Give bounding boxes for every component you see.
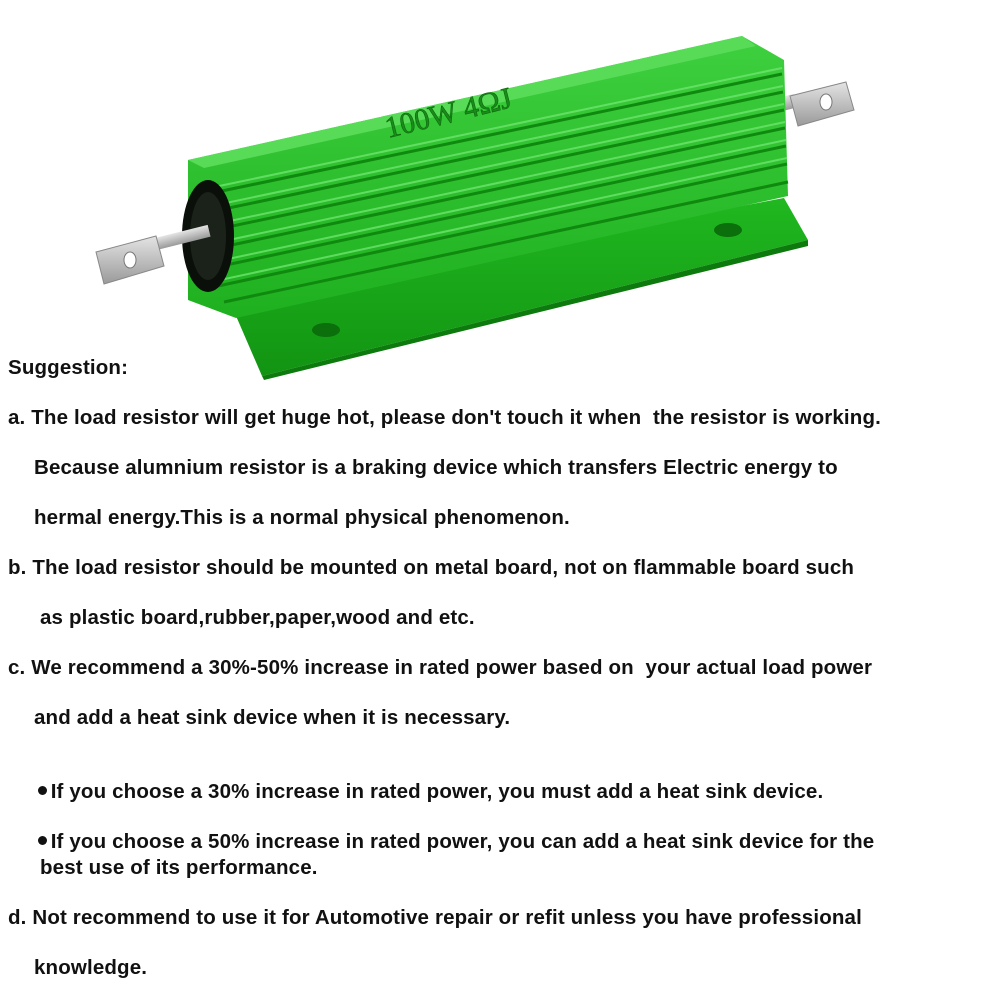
item-a-line-2: Because alumnium resistor is a braking device which transfers Electric energy to: [34, 456, 838, 479]
item-b-line-2: as plastic board,rubber,paper,wood and etc.: [40, 606, 475, 629]
item-a-line-1: a. The load resistor will get huge hot, please don't touch it when the resistor is working.: [8, 406, 881, 429]
item-c-line-2: and add a heat sink device when it is necessary.: [34, 706, 511, 729]
bullet-2-text: If you choose a 50% increase in rated power, you can add a heat sink device for the: [50, 830, 875, 853]
bullet-1-text: If you choose a 30% increase in rated power, you must add a heat sink device.: [50, 780, 824, 803]
suggestion-heading: Suggestion:: [8, 356, 129, 379]
item-d-line-2: knowledge.: [34, 956, 148, 979]
item-c-bullet-1: [26, 756, 823, 804]
terminal-hole-icon: [820, 94, 832, 110]
item-c-line-1: c. We recommend a 30%-50% increase in rated power based on your actual load power: [8, 656, 873, 679]
terminal-hole-icon: [124, 252, 136, 268]
aluminum-resistor-image: [0, 0, 1000, 390]
mounting-hole-icon: [714, 223, 742, 237]
item-c-bullet-2: [26, 806, 874, 854]
bullet-dot-icon: [38, 836, 47, 845]
item-b-line-1: b. The load resistor should be mounted on metal board, not on flammable board such: [8, 556, 855, 579]
bullet-dot-icon: [38, 786, 47, 795]
item-c-bullet-2-line-2: best use of its performance.: [40, 856, 318, 879]
mounting-hole-icon: [312, 323, 340, 337]
item-d-line-1: d. Not recommend to use it for Automotive repair or refit unless you have professional: [8, 906, 862, 929]
resistor-marking: 100W 4ΩJ: [381, 81, 516, 145]
item-a-line-3: hermal energy.This is a normal physical phenomenon.: [34, 506, 570, 529]
